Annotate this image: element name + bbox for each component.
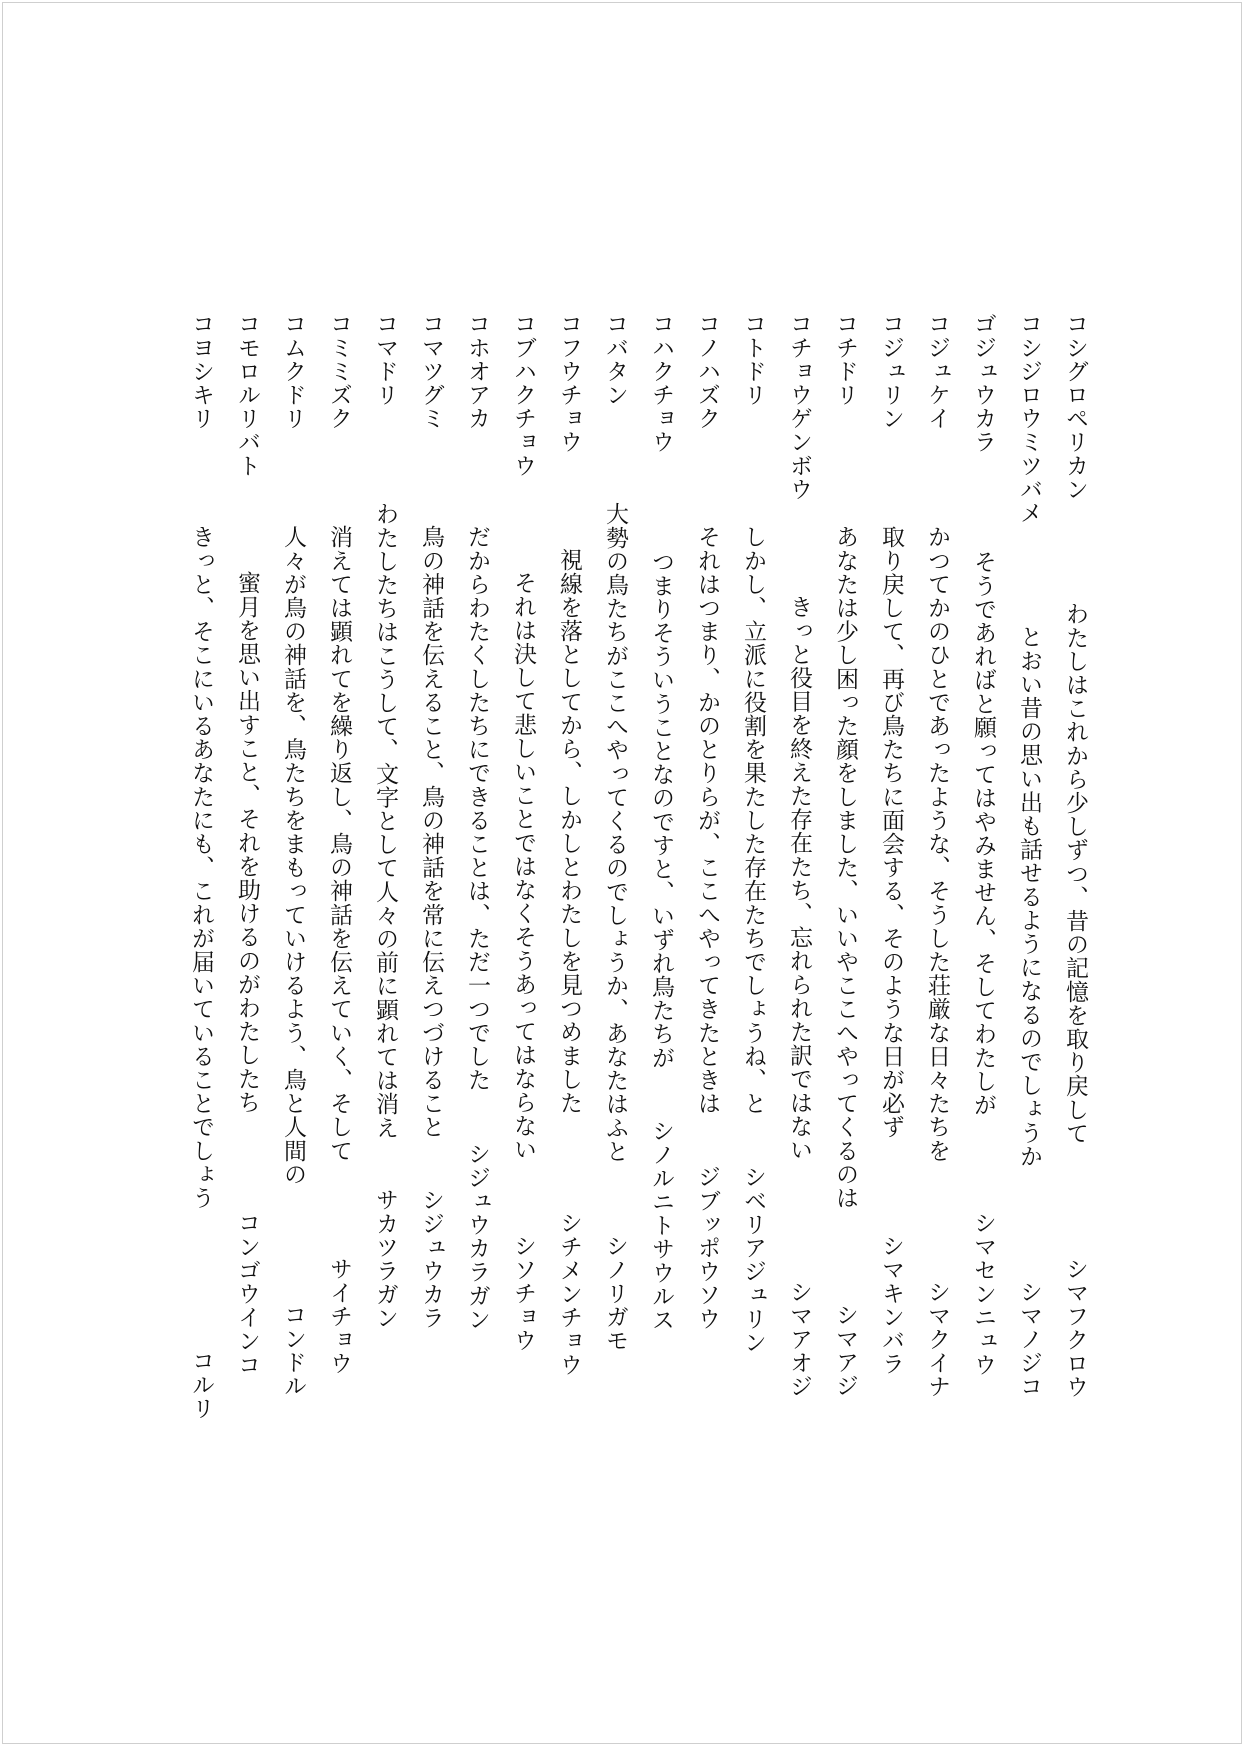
verse-text: 人々が鳥の神話を、鳥たちをまもっていけるよう、鳥と人間の	[280, 525, 306, 1186]
bird-name: コモロルリバト	[234, 312, 260, 478]
verse-text: 鳥の神話を伝えること、鳥の神話を常に伝えつづけること	[418, 525, 444, 1139]
bird-name-lower: シマアオジ	[786, 1280, 812, 1398]
verse-text: 視線を落としてから、しかしとわたしを見つめました	[556, 548, 582, 1115]
bird-name: コフウチョウ	[556, 312, 582, 454]
bird-name: コシジロウミツバメ	[1016, 312, 1042, 525]
poem-line	[549, 3, 589, 1745]
poem-line	[503, 3, 543, 1745]
verse-text: それは決して悲しいことではなくそうあってはならない	[510, 571, 536, 1161]
poem-line	[917, 3, 957, 1745]
bird-name-lower: シベリアジュリン	[740, 1165, 766, 1354]
bird-name-lower: コンドル	[280, 1303, 306, 1398]
verse-text: そうであればと願ってはやみません、そしてわたしが	[970, 550, 996, 1117]
bird-name: コチョウゲンボウ	[786, 312, 812, 501]
poem-line	[273, 3, 313, 1745]
bird-name-lower: シマアジ	[832, 1303, 858, 1398]
bird-name: コチドリ	[832, 312, 858, 407]
bird-name-lower: シチメンチョウ	[556, 1211, 582, 1377]
poem-line	[687, 3, 727, 1745]
poem-line	[733, 3, 773, 1745]
bird-name: コマドリ	[372, 312, 398, 407]
bird-name: ゴジュウカラ	[970, 312, 996, 454]
poem-line	[1009, 3, 1049, 1745]
bird-name: コムクドリ	[280, 312, 306, 430]
poem-line	[457, 3, 497, 1745]
bird-name-lower: シソチョウ	[510, 1234, 536, 1352]
poem-line	[365, 3, 405, 1745]
bird-name-lower: コルリ	[188, 1349, 214, 1420]
verse-text: だからわたくしたちにできることは、ただ一つでした	[464, 525, 490, 1092]
vertical-poem	[188, 3, 1097, 1745]
poem-line	[1055, 3, 1095, 1745]
bird-name: コミミズク	[326, 312, 352, 430]
verse-text: 消えては顕れてを繰り返し、鳥の神話を伝えていく、そして	[326, 525, 352, 1163]
verse-text: きっと、そこにいるあなたにも、これが届いていることでしょう	[188, 525, 214, 1210]
verse-text: かつてかのひとであったような、そうした荘厳な日々たちを	[924, 525, 950, 1163]
bird-name-lower: サカツラガン	[372, 1188, 398, 1330]
poem-line	[411, 3, 451, 1745]
verse-text: わたしたちはこうして、文字として人々の前に顕れては消え	[372, 502, 398, 1140]
bird-name: コジュケイ	[924, 312, 950, 430]
bird-name: コシグロペリカン	[1062, 312, 1088, 501]
bird-name: コジュリン	[878, 312, 904, 430]
bird-name-lower: シマノジコ	[1016, 1280, 1042, 1398]
bird-name: コバタン	[602, 312, 628, 407]
bird-name-lower: シマキンバラ	[878, 1234, 904, 1376]
poem-line	[595, 3, 635, 1745]
bird-name: コトドリ	[740, 312, 766, 407]
verse-text: それはつまり、かのとりらが、ここへやってきたときは	[694, 525, 720, 1115]
bird-name-lower: コンゴウインコ	[234, 1211, 260, 1377]
verse-text: あなたは少し困った顔をしました、いいやここへやってくるのは	[832, 525, 858, 1210]
page	[2, 2, 1242, 1744]
poem-line	[181, 3, 221, 1745]
poem-line	[227, 3, 267, 1745]
verse-text: 蜜月を思い出すこと、それを助けるのがわたしたち	[234, 571, 260, 1114]
poem-line	[871, 3, 911, 1745]
bird-name-lower: ジブッポウソウ	[694, 1165, 720, 1331]
poem-line	[319, 3, 359, 1745]
bird-name-lower: シノリガモ	[602, 1234, 628, 1352]
bird-name-lower: シジュウカラガン	[464, 1142, 490, 1331]
bird-name: コハクチョウ	[648, 312, 674, 454]
verse-text: とおい昔の思い出も話せるようになるのでしょうか	[1016, 625, 1042, 1168]
bird-name: コヨシキリ	[188, 312, 214, 430]
verse-text: 大勢の鳥たちがここへやってくるのでしょうか、あなたはふと	[602, 502, 628, 1163]
poem-line	[641, 3, 681, 1745]
bird-name-lower: シマセンニュウ	[970, 1211, 996, 1377]
verse-text: わたしはこれから少しずつ、昔の記憶を取り戻して	[1062, 602, 1088, 1145]
verse-text: つまりそういうことなのですと、いずれ鳥たちが	[648, 550, 674, 1070]
verse-text: しかし、立派に役割を果たした存在たちでしょうね、と	[740, 525, 766, 1115]
bird-name-lower: シノルニトサウルス	[648, 1119, 674, 1332]
poem-line	[963, 3, 1003, 1745]
bird-name: コマツグミ	[418, 312, 444, 430]
bird-name: コノハズク	[694, 312, 720, 430]
verse-text: 取り戻して、再び鳥たちに面会する、そのような日が必ず	[878, 525, 904, 1139]
bird-name-lower: シマフクロウ	[1062, 1257, 1088, 1399]
bird-name-lower: シジュウカラ	[418, 1188, 444, 1330]
poem-line	[825, 3, 865, 1745]
poem-line	[779, 3, 819, 1745]
verse-text: きっと役目を終えた存在たち、忘れられた訳ではない	[786, 595, 812, 1162]
bird-name: コホオアカ	[464, 312, 490, 430]
bird-name-lower: サイチョウ	[326, 1257, 352, 1375]
bird-name-lower: シマクイナ	[924, 1280, 950, 1398]
bird-name: コブハクチョウ	[510, 312, 536, 478]
